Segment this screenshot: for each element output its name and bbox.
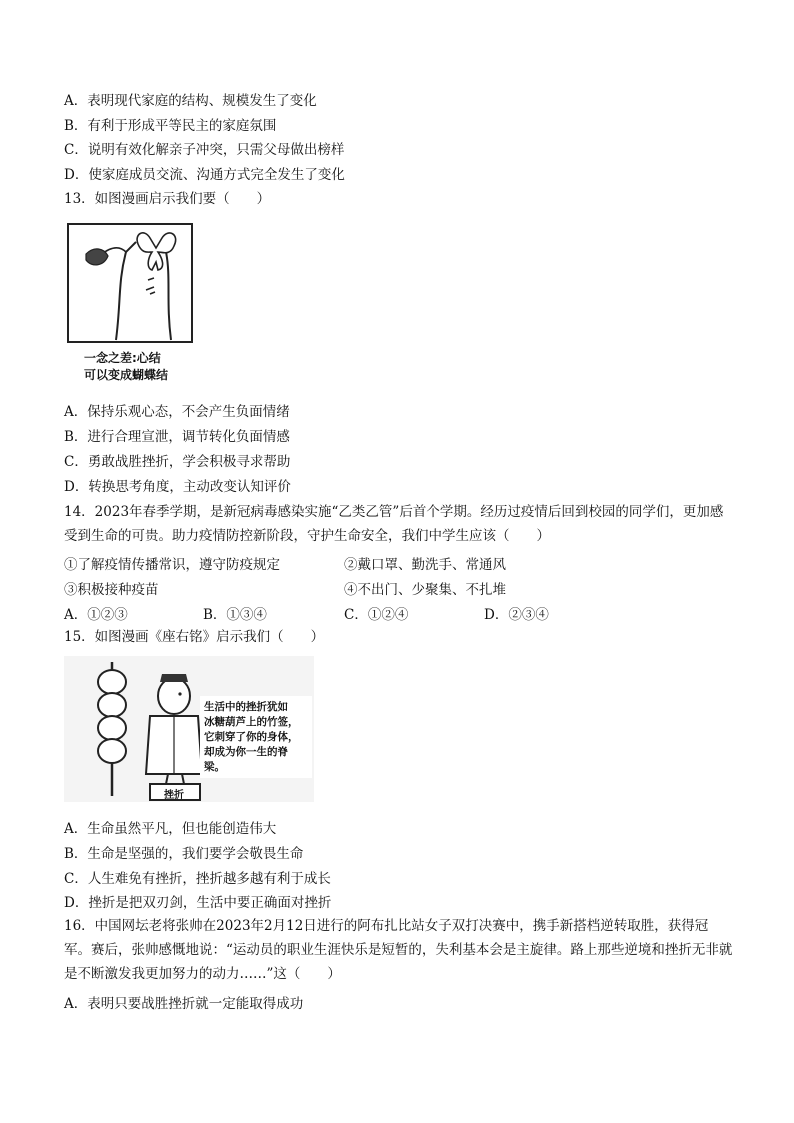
q16-stem: 16．中国网坛老将张帅在2023年2月12日进行的阿布扎比站女子双打决赛中，携手新搭档逆转取胜，获得冠军。赛后，张帅感慨地说：“运动员的职业生涯快乐是短暂的，失利基本会是主旋律。路上那些逆境和挫折无非就是不断激发我更加努力的动力……”这（ ） (64, 918, 733, 982)
q12-option-c: C．说明有效化解亲子冲突，只需父母做出榜样 (64, 142, 345, 158)
q16-option-a: A．表明只要战胜挫折就一定能取得成功 (64, 996, 304, 1012)
q15-bubble-line5: 梁。 (204, 761, 225, 773)
q13-option-b: B．进行合理宣泄，调节转化负面情感 (64, 429, 290, 445)
q14-choice-d: D．②③④ (484, 607, 549, 623)
q13-cartoon (66, 222, 196, 386)
q15-bubble-line4: 却成为你一生的脊 (204, 746, 288, 758)
q15-stem: 15．如图漫画《座右铭》启示我们（ ） (64, 629, 325, 645)
q13-option-d: D．转换思考角度，主动改变认知评价 (64, 479, 291, 495)
q15-pedestal-label: 挫折 (164, 790, 184, 801)
q15-bubble-line1: 生活中的挫折犹如 (204, 701, 288, 713)
q15-option-b: B．生命是坚强的，我们要学会敬畏生命 (64, 846, 304, 862)
q13-caption-line2: 可以变成蝴蝶结 (84, 368, 169, 382)
q15-option-c: C．人生难免有挫折，挫折越多越有利于成长 (64, 871, 331, 887)
q14-choice-b: B．①③④ (203, 607, 267, 623)
q15-bubble-line3: 它刺穿了你的身体， (204, 731, 299, 743)
q13-option-a: A．保持乐观心态，不会产生负面情绪 (64, 404, 290, 420)
q12-option-b: B．有利于形成平等民主的家庭氛围 (64, 118, 277, 134)
q14-item-1: ①了解疫情传播常识，遵守防疫规定 (64, 557, 280, 573)
q12-option-a: A．表明现代家庭的结构、规模发生了变化 (64, 93, 317, 109)
q15-option-d: D．挫折是把双刃剑，生活中要正确面对挫折 (64, 895, 332, 911)
q13-option-c: C．勇敢战胜挫折，学会积极寻求帮助 (64, 454, 291, 470)
q14-item-3: ③积极接种疫苗 (64, 582, 159, 598)
q14-item-2: ②戴口罩、勤洗手、常通风 (344, 557, 506, 573)
q14-choice-a: A．①②③ (64, 607, 128, 623)
q15-option-a: A．生命虽然平凡，但也能创造伟大 (64, 821, 277, 837)
q12-option-d: D．使家庭成员交流、沟通方式完全发生了变化 (64, 167, 345, 183)
q14-item-4: ④不出门、少聚集、不扎堆 (344, 582, 506, 598)
q14-choice-c: C．①②④ (344, 607, 409, 623)
q14-stem: 14．2023年春季学期，是新冠病毒感染实施“乙类乙管”后首个学期。经历过疫情后回到校园的同学们，更加感受到生命的可贵。助力疫情防控新阶段，守护生命安全，我们中学生应该（ ） (64, 504, 724, 544)
q13-caption-line1: 一念之差:心结 (84, 351, 161, 365)
q15-cartoon (64, 656, 314, 802)
q15-bubble-line2: 冰糖葫芦上的竹签， (204, 716, 299, 728)
q13-stem: 13．如图漫画启示我们要（ ） (64, 191, 271, 207)
